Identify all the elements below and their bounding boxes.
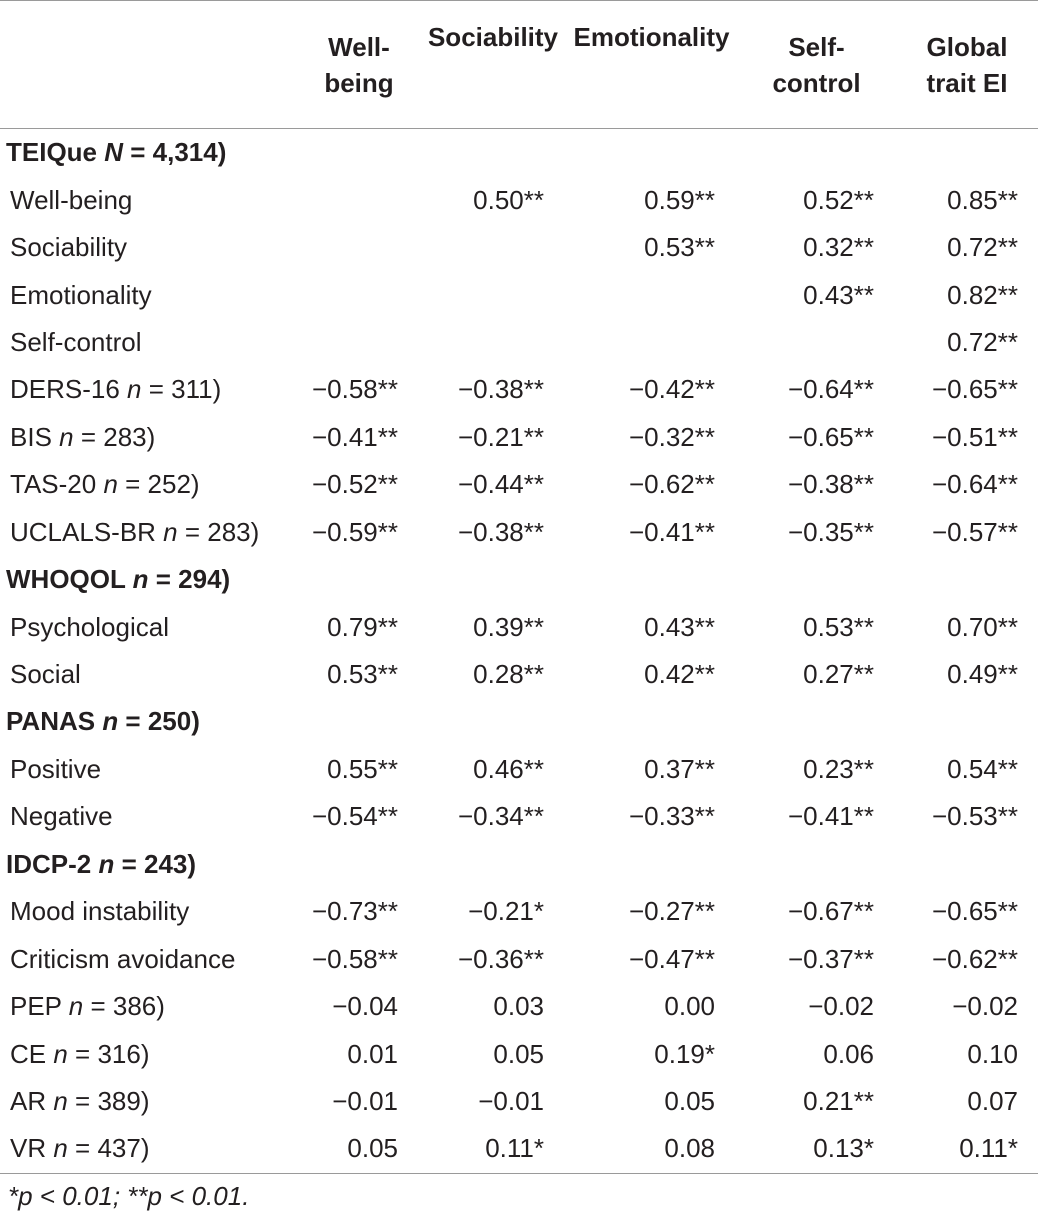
table-cell: 0.19* [654,1038,715,1069]
table-cell: 0.43** [644,611,715,642]
table-cell [420,271,566,318]
section-heading: TEIQue N = 4,314) [6,137,227,168]
row-label: Sociability [10,232,128,263]
table-row [0,509,1038,556]
row-label: Criticism avoidance [10,943,236,974]
table-cell: 0.59** [644,184,715,215]
table-cell: −0.37** [787,943,874,974]
header-well-being: Well- being [324,31,394,98]
table-cell: −0.42** [628,374,715,405]
table-cell: 0.21** [803,1085,874,1116]
section-heading: IDCP-2 n = 243) [6,848,197,879]
table-row [0,651,1038,698]
table-cell: 0.79** [327,611,398,642]
table-cell: 0.00 [664,991,715,1022]
table-cell: 0.03 [493,991,544,1022]
table-cell: −0.02 [952,991,1018,1022]
table-cell: 0.42** [644,659,715,690]
header-self-control: Self- control [772,31,861,98]
table-cell: −0.27** [628,896,715,927]
table-cell: 0.50** [473,184,544,215]
table-row [0,461,1038,508]
table-cell: 0.53** [644,232,715,263]
table-row [0,888,1038,935]
table-cell: −0.41** [311,421,398,452]
table-cell: 0.39** [473,611,544,642]
table-cell: 0.43** [803,279,874,310]
table-cell: −0.35** [787,516,874,547]
table-cell: −0.32** [628,421,715,452]
table-cell: 0.13* [813,1133,874,1164]
table-cell: −0.34** [457,801,544,832]
row-label: Positive [10,753,102,784]
table-row [0,935,1038,982]
table-row [0,746,1038,793]
row-label: Self-control [10,326,142,357]
table-cell: −0.02 [808,991,874,1022]
row-label: VR n = 437) [10,1133,150,1164]
table-cell: 0.01 [347,1038,398,1069]
table-cell: 0.10 [967,1038,1018,1069]
row-label: Emotionality [10,279,152,310]
table-cell: 0.49** [947,659,1018,690]
table-cell: −0.67** [787,896,874,927]
table-footnote: *p < 0.01; **p < 0.01. [8,1180,250,1211]
table-cell: −0.64** [931,469,1018,500]
row-label: CE n = 316) [10,1038,150,1069]
table-row [0,271,1038,318]
table-row [0,1125,1038,1173]
table-cell: 0.07 [967,1085,1018,1116]
table-cell [298,176,420,223]
table-row [0,319,1038,366]
table-row [0,983,1038,1030]
table-cell: −0.38** [457,516,544,547]
section-row [0,698,1038,745]
table-cell [566,319,737,366]
table-cell: −0.62** [628,469,715,500]
row-label: Well-being [10,184,133,215]
section-row [0,129,1038,177]
table-cell: −0.53** [931,801,1018,832]
table-cell: 0.70** [947,611,1018,642]
table-header [0,1,1038,129]
table-cell: 0.28** [473,659,544,690]
table-cell: 0.11* [485,1133,544,1164]
header-sociability: Sociability [427,22,559,52]
table-body [0,129,1038,1174]
table-cell: 0.11* [959,1133,1018,1164]
table-cell: 0.72** [947,232,1018,263]
table-row [0,366,1038,413]
section-row [0,841,1038,888]
table-row [0,414,1038,461]
row-label: Social [10,659,81,690]
row-label: UCLALS-BR n = 283) [10,516,260,547]
table-cell: −0.41** [628,516,715,547]
row-label: Mood instability [10,896,190,927]
header-global-trait-ei: Global trait EI [926,31,1008,98]
section-heading: PANAS n = 250) [6,706,200,737]
table-cell: 0.54** [947,753,1018,784]
table-cell: −0.41** [787,801,874,832]
table-cell: −0.44** [457,469,544,500]
table-cell: 0.05 [664,1085,715,1116]
table-cell [420,224,566,271]
row-label: DERS-16 n = 311) [10,374,222,405]
table-cell: 0.23** [803,753,874,784]
row-label: PEP n = 386) [10,991,165,1022]
table-cell: −0.33** [628,801,715,832]
table-cell: 0.82** [947,279,1018,310]
header-row [0,1,1038,129]
table-row [0,603,1038,650]
table-cell: 0.05 [493,1038,544,1069]
table-cell: −0.51** [931,421,1018,452]
table-cell: 0.85** [947,184,1018,215]
table-cell: 0.53** [803,611,874,642]
table-cell: −0.47** [628,943,715,974]
table-cell: 0.32** [803,232,874,263]
section-row [0,556,1038,603]
table-row [0,1030,1038,1077]
table-cell: −0.38** [457,374,544,405]
header-blank [0,1,298,129]
row-label: TAS-20 n = 252) [10,469,200,500]
table-cell: −0.58** [311,943,398,974]
table-cell: 0.37** [644,753,715,784]
table-cell: −0.65** [931,374,1018,405]
table-cell: −0.21* [468,896,544,927]
table-cell: 0.06 [823,1038,874,1069]
table-cell: −0.73** [311,896,398,927]
table-row [0,793,1038,840]
table-cell: 0.05 [347,1133,398,1164]
table-cell: −0.01 [332,1085,398,1116]
table-cell [566,271,737,318]
table-cell [298,271,420,318]
table-cell [298,224,420,271]
row-label: BIS n = 283) [10,421,156,452]
table-cell: −0.01 [478,1085,544,1116]
table-cell: −0.59** [311,516,398,547]
table-cell: −0.36** [457,943,544,974]
table-cell [420,319,566,366]
table-cell: 0.72** [947,326,1018,357]
table-cell: −0.21** [457,421,544,452]
table-cell: −0.54** [311,801,398,832]
table-cell: 0.53** [327,659,398,690]
table-cell: 0.46** [473,753,544,784]
table-cell [737,319,896,366]
table-cell: 0.27** [803,659,874,690]
table-cell: −0.62** [931,943,1018,974]
table-cell: 0.08 [664,1133,715,1164]
row-label: AR n = 389) [10,1085,150,1116]
table-cell: −0.65** [787,421,874,452]
table-cell: −0.52** [311,469,398,500]
row-label: Negative [10,801,113,832]
section-heading: WHOQOL n = 294) [6,564,231,595]
table-row [0,1078,1038,1125]
table-row [0,176,1038,223]
header-emotionality: Emotionality [573,22,730,52]
table-cell: 0.52** [803,184,874,215]
table-cell: −0.38** [787,469,874,500]
table-cell [298,319,420,366]
table-row [0,224,1038,271]
table-cell: 0.55** [327,753,398,784]
table-cell: −0.57** [931,516,1018,547]
table-cell: −0.04 [332,991,398,1022]
row-label: Psychological [10,611,169,642]
table-cell: −0.65** [931,896,1018,927]
table-cell: −0.58** [311,374,398,405]
table-cell: −0.64** [787,374,874,405]
